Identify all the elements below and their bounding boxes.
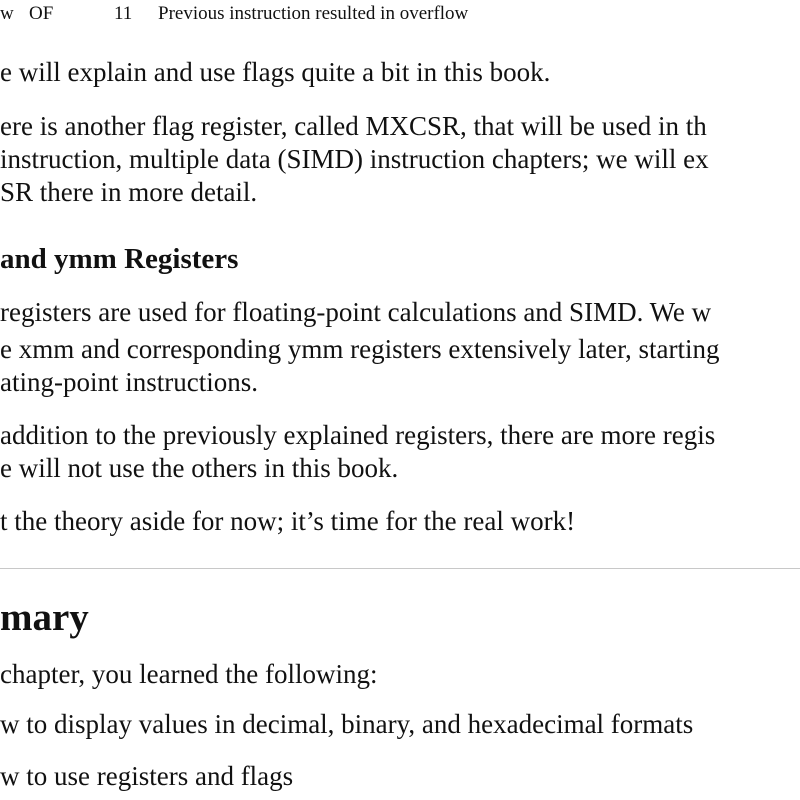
paragraph-mxcsr-line-3: SR there in more detail. (0, 177, 258, 207)
paragraph-xmm-line-1: registers are used for floating-point calculations and SIMD. We w (0, 297, 712, 327)
flag-bit-cell: 11 (114, 3, 133, 24)
flag-abbrev-cell: OF (29, 3, 54, 24)
flag-name-cell: w (0, 3, 14, 24)
paragraph-flags-usage: e will explain and use flags quite a bit in this book. (0, 57, 551, 87)
paragraph-theory-aside: t the theory aside for now; it’s time for the real work! (0, 506, 576, 536)
summary-intro: chapter, you learned the following: (0, 659, 378, 689)
paragraph-xmm-line-3: ating-point instructions. (0, 367, 258, 397)
paragraph-more-registers-line-2: e will not use the others in this book. (0, 453, 399, 483)
flag-description-cell: Previous instruction resulted in overflow (158, 3, 469, 24)
summary-heading: mary (0, 596, 89, 639)
paragraph-mxcsr-line-1: ere is another flag register, called MXCSR, that will be used in th (0, 111, 707, 141)
paragraph-xmm-line-2: e xmm and corresponding ymm registers extensively later, starting (0, 334, 720, 364)
summary-item: w to display values in decimal, binary, and hexadecimal formats (0, 709, 694, 739)
summary-item: w to use registers and flags (0, 761, 294, 791)
section-heading-xmm-ymm: and ymm Registers (0, 243, 239, 275)
paragraph-more-registers-line-1: addition to the previously explained registers, there are more regis (0, 420, 716, 450)
flag-table-row (0, 0, 800, 28)
section-divider (0, 568, 800, 569)
paragraph-mxcsr-line-2: instruction, multiple data (SIMD) instruction chapters; we will ex (0, 144, 709, 174)
